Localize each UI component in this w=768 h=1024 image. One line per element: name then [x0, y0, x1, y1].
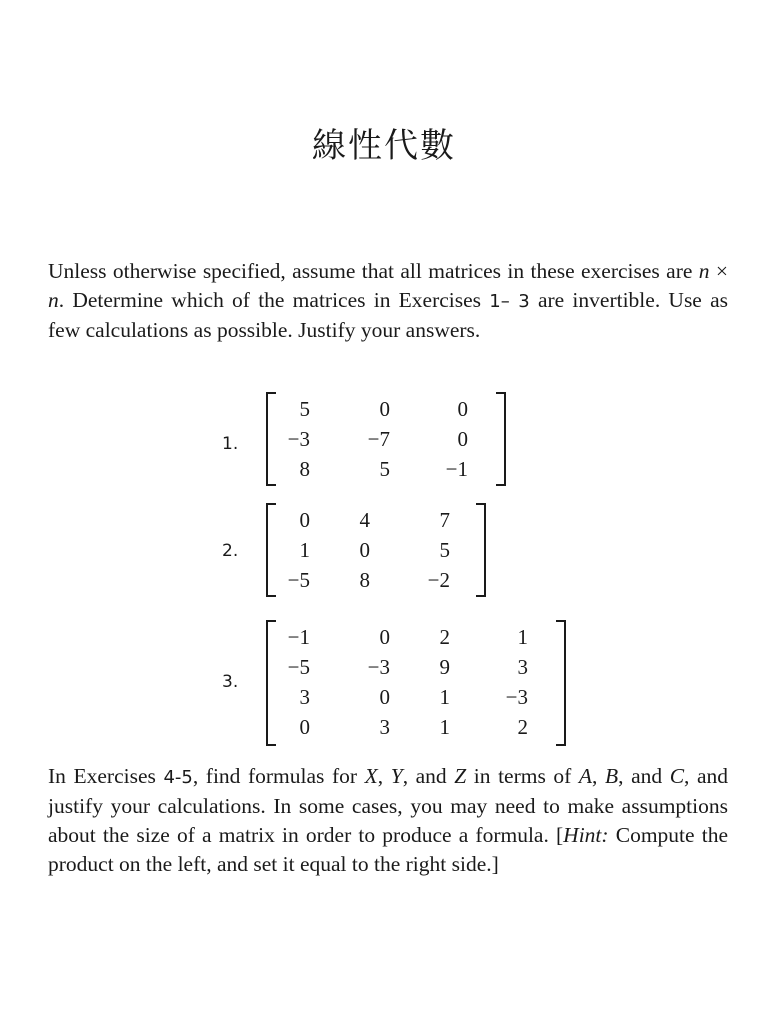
matrix-cell: 1 — [517, 625, 528, 649]
matrix-cell: −5 — [287, 655, 310, 679]
intro-paragraph — [48, 257, 728, 345]
intro-text: are invertible. Use as few calculations as possible. Justify your answers. — [48, 288, 728, 342]
matrix-cell: 1 — [439, 685, 450, 709]
outro-text: , and — [402, 764, 455, 788]
outro-text: In Exercises — [48, 764, 164, 788]
matrix — [266, 503, 486, 597]
outro-text: , and justify your calculations. In some cases, you may need to make assumptions about the size of a matrix in order to produce a formula. [ — [48, 764, 729, 847]
matrix-cell: −3 — [505, 685, 528, 709]
matrix-cell: −3 — [367, 655, 390, 679]
matrix-cell: −5 — [287, 568, 310, 592]
math-a: A — [578, 764, 593, 788]
math-z: Z — [454, 764, 467, 788]
matrix-cell: 3 — [299, 685, 310, 709]
matrix-cell: −1 — [287, 625, 310, 649]
outro-text: Compute the product on the left, and set it equal to the right side.] — [48, 823, 728, 876]
matrix-cell: 7 — [439, 508, 450, 532]
matrix-cell: 5 — [299, 397, 310, 421]
matrix-cell: 4 — [359, 508, 370, 532]
exercise-range: 4-5 — [163, 767, 193, 788]
times-symbol: × — [709, 259, 728, 283]
matrix-cell: 5 — [439, 538, 450, 562]
matrix-cell: 0 — [457, 397, 468, 421]
intro-text: Unless otherwise specified, assume that all matrices in these exercises are — [48, 259, 699, 283]
math-n: n — [48, 288, 59, 312]
outro-text: , — [592, 764, 605, 788]
matrix-cell: 3 — [379, 715, 390, 739]
matrix-cell: 0 — [379, 685, 390, 709]
matrix-cell: 0 — [379, 397, 390, 421]
outro-text: , find formulas for — [192, 764, 365, 788]
matrix — [266, 392, 506, 486]
matrix-cell: 9 — [439, 655, 450, 679]
matrix-cell: 8 — [299, 457, 310, 481]
matrix-cell: −7 — [367, 427, 390, 451]
math-y: Y — [390, 764, 403, 788]
outro-text: , and — [618, 764, 670, 788]
matrix-cell: 0 — [457, 427, 468, 451]
intro-text: . Determine which of the matrices in Exercises — [58, 288, 490, 312]
exercise-label: 1. — [222, 434, 239, 454]
matrix-cell: 1 — [299, 538, 310, 562]
matrix-cell: 2 — [439, 625, 450, 649]
math-n: n — [698, 259, 710, 283]
matrix-cell: −2 — [427, 568, 450, 592]
matrix-cell: 0 — [379, 625, 390, 649]
exercise-range: 1– 3 — [489, 291, 530, 312]
matrix-cell: 2 — [517, 715, 528, 739]
matrix-cell: 0 — [299, 508, 310, 532]
outro-text: in terms of — [466, 764, 579, 788]
hint-label: Hint: — [563, 823, 609, 847]
math-c: C — [669, 764, 685, 788]
matrix-cell: 1 — [439, 715, 450, 739]
matrix-cell: 0 — [359, 538, 370, 562]
math-x: X — [364, 764, 378, 788]
matrix-cell: 3 — [517, 655, 528, 679]
exercise-label: 2. — [222, 541, 239, 561]
math-b: B — [604, 764, 619, 788]
page-title: 線性代數 — [312, 126, 456, 166]
matrix-cell: −1 — [445, 457, 468, 481]
matrix — [266, 620, 566, 746]
matrix-cell: −3 — [287, 427, 310, 451]
exercise-label: 3. — [222, 672, 239, 692]
outro-paragraph — [48, 762, 728, 879]
matrix-cell: 5 — [379, 457, 390, 481]
matrix-cell: 0 — [299, 715, 310, 739]
matrix-cell: 8 — [359, 568, 370, 592]
outro-text: , — [377, 764, 391, 788]
